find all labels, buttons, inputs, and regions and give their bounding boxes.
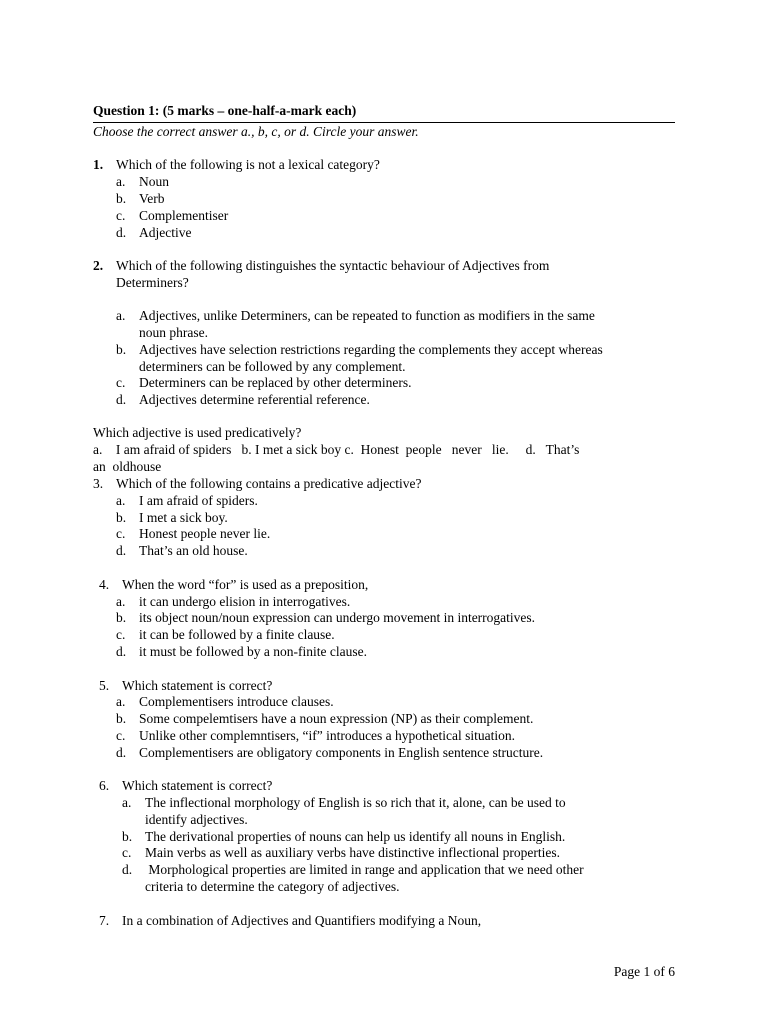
option-letter: a. [116,594,126,609]
question-4-number: 4. [99,577,110,592]
option-letter: b. [122,829,133,844]
option-text: Verb [139,191,165,206]
question-5-number: 5. [99,678,110,693]
option-text: Main verbs as well as auxiliary verbs have distinctive inflectional properties. [145,845,560,860]
draft-question-text: Which adjective is used predicatively? [93,425,302,440]
q6-option-a-cont: identify adjectives. [145,812,248,827]
q6-option-d-cont: criteria to determine the category of adjectives. [145,879,400,894]
option-letter: a. [116,493,126,508]
draft-options-cont: an oldhouse [93,459,162,474]
option-text: it must be followed by a non-finite clause. [139,644,367,659]
question-5-text: Which statement is correct? [122,678,273,693]
option-text: Adjectives, unlike Determiners, can be repeated to function as modifiers in the same [139,308,595,323]
option-letter: c. [116,627,126,642]
option-text: Complementiser [139,208,229,223]
question-2 [93,258,550,274]
option-text: it can undergo elision in interrogatives. [139,594,351,609]
question-1 [93,157,380,173]
question-2-number: 2. [93,258,104,273]
question-6-number: 6. [99,778,110,793]
q2-option-b-cont: determiners can be followed by any complement. [139,359,406,374]
option-letter: c. [116,375,126,390]
option-text: it can be followed by a finite clause. [139,627,335,642]
question-6-text: Which statement is correct? [122,778,273,793]
question-1-text: Which of the following is not a lexical category? [116,157,380,172]
option-text: That’s an old house. [139,543,248,558]
question-1-number: 1. [93,157,104,172]
question-7-number: 7. [99,913,110,928]
option-letter: b. [116,191,127,206]
option-letter: b. [116,610,127,625]
option-letter: d. [116,745,127,760]
question-3 [93,476,422,492]
option-letter: a. [122,795,132,810]
question-3-number: 3. [93,476,104,491]
option-text: I am afraid of spiders. [139,493,258,508]
question-3-text: Which of the following contains a predicative adjective? [116,476,422,491]
option-text: Honest people never lie. [139,526,271,541]
option-letter: a. [116,308,126,323]
option-letter: d. [116,225,127,240]
option-letter: d. [116,644,127,659]
option-letter: c. [122,845,132,860]
option-text: Adjectives have selection restrictions regarding the complements they accept whereas [139,342,603,357]
document-page [93,0,675,1024]
q2-option-a-cont: noun phrase. [139,325,208,340]
option-text: Some compelemtisers have a noun expression (NP) as their complement. [139,711,534,726]
option-letter: b. [116,342,127,357]
option-letter: b. [116,711,127,726]
instruction-text: Choose the correct answer a., b, c, or d. Circle your answer. [93,124,419,139]
question-heading: Question 1: (5 marks – one-half-a-mark each) [93,103,357,118]
option-text: Complementisers introduce clauses. [139,694,334,709]
option-letter: d. [116,543,127,558]
question-2-text-line1: Which of the following distinguishes the syntactic behaviour of Adjectives from [116,258,550,273]
option-text: Adjectives determine referential reference. [139,392,370,407]
heading-rule [93,122,675,123]
option-text: Morphological properties are limited in range and application that we need other [145,862,584,877]
option-letter: c. [116,728,126,743]
option-text: The derivational properties of nouns can help us identify all nouns in English. [145,829,566,844]
option-letter: d. [116,392,127,407]
option-text: I met a sick boy. [139,510,228,525]
option-text: Adjective [139,225,192,240]
page-number: Page 1 of 6 [613,964,675,979]
draft-options-line: a. I am afraid of spiders b. I met a sick boy c. Honest people never lie. d. That’s [93,442,580,457]
question-7-text: In a combination of Adjectives and Quantifiers modifying a Noun, [122,913,482,928]
option-letter: c. [116,526,126,541]
option-letter: d. [122,862,133,877]
option-text: Determiners can be replaced by other determiners. [139,375,412,390]
option-text: The inflectional morphology of English is so rich that it, alone, can be used to [145,795,566,810]
question-2-text-line2: Determiners? [116,275,189,290]
option-text: Noun [139,174,169,189]
option-letter: b. [116,510,127,525]
option-letter: a. [116,694,126,709]
option-letter: a. [116,174,126,189]
question-4-text: When the word “for” is used as a preposition, [122,577,369,592]
option-text: its object noun/noun expression can undergo movement in interrogatives. [139,610,536,625]
option-text: Complementisers are obligatory components in English sentence structure. [139,745,544,760]
option-letter: c. [116,208,126,223]
option-text: Unlike other complemntisers, “if” introduces a hypothetical situation. [139,728,516,743]
